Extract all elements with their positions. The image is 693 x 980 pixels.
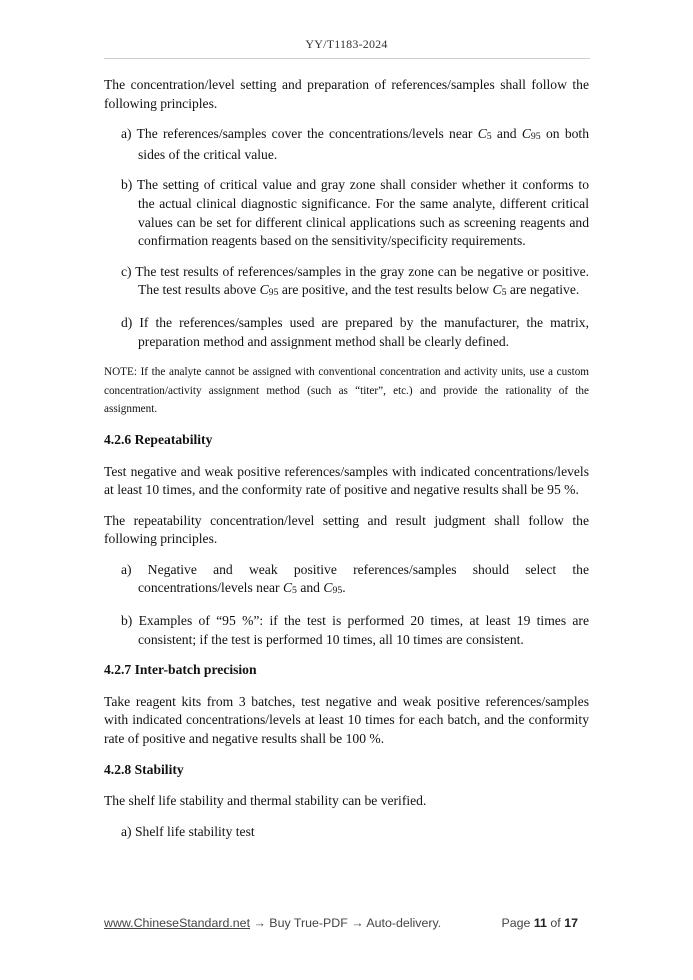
- item-text-mid: and: [491, 126, 522, 142]
- repeatability-item-b: [104, 612, 589, 649]
- document-code: YY/T1183-2024: [305, 37, 388, 51]
- item-prefix: b): [121, 177, 137, 193]
- footer-promo: [104, 916, 441, 930]
- c5-symbol: $C_5$: [477, 126, 492, 142]
- item-text-post: are negative.: [506, 282, 580, 298]
- page-number: [501, 916, 578, 930]
- repeatability-paragraph-2: The repeatability concentration/level setting and result judgment shall follow the following principles.: [104, 512, 589, 547]
- stability-item-a: a) Shelf life stability test: [121, 823, 255, 839]
- principle-item-a: [104, 125, 589, 164]
- of-label: of: [550, 916, 561, 930]
- current-page: 11: [533, 916, 547, 930]
- page-label: Page: [501, 916, 531, 930]
- item-text-pre: Negative and weak positive references/samples should select the concentrations/levels near: [138, 561, 589, 596]
- footer-tagline: → Buy True-PDF → Auto-delivery.: [250, 916, 442, 930]
- repeatability-item-a: [104, 561, 589, 600]
- inter-batch-paragraph: Take reagent kits from 3 batches, test negative and weak positive references/samples with indicated concentrations/levels at least 10 times for each batch, and the conformity rate of positive and negative results shall be 100 %.: [104, 693, 589, 747]
- total-pages: 17: [564, 916, 578, 930]
- principle-item-d: [104, 314, 589, 351]
- item-text-post: on both sides of the critical value.: [138, 126, 589, 162]
- section-heading-stability: 4.2.8 Stability: [104, 761, 184, 777]
- site-link[interactable]: www.ChineseStandard.net: [104, 916, 251, 930]
- c5-symbol: $C_5$: [282, 580, 297, 596]
- item-prefix: a): [121, 561, 148, 577]
- principle-item-c: [104, 263, 589, 302]
- section-heading-repeatability: 4.2.6 Repeatability: [104, 431, 213, 447]
- section-heading-inter-batch-precision: 4.2.7 Inter-batch precision: [104, 662, 257, 678]
- item-prefix: d): [121, 314, 140, 330]
- item-prefix: c): [121, 263, 136, 279]
- item-prefix: a): [121, 126, 137, 142]
- page-footer: [104, 916, 584, 934]
- item-text-mid: and: [296, 580, 324, 596]
- stability-paragraph: The shelf life stability and thermal stability can be verified.: [104, 793, 427, 809]
- item-text-pre: The references/samples cover the concentrations/levels near: [136, 126, 478, 142]
- note-paragraph: NOTE: If the analyte cannot be assigned with conventional concentration and activity units, use a custom concentration/activity assignment method (such as “titer”, etc.) and provide the rationality of the assignment.: [104, 366, 589, 416]
- header-divider: [104, 58, 590, 59]
- item-text: Examples of “95 %”: if the test is performed 20 times, at least 19 times are consistent; if the test is performed 10 times, all 10 times are consistent.: [138, 613, 589, 647]
- c95-symbol: $C_{95}$: [259, 282, 279, 298]
- intro-paragraph: The concentration/level setting and preparation of references/samples shall follow the following principles.: [104, 77, 589, 111]
- c95-symbol: $C_{95}$: [521, 126, 541, 142]
- item-text: If the references/samples used are prepared by the manufacturer, the matrix, preparation method and assignment method shall be clearly defined.: [138, 314, 589, 349]
- item-text: The setting of critical value and gray zone shall consider whether it conforms to the actual clinical diagnostic significance. For the same analyte, different critical values can be set for different clinical applications such as screening reagents and confirmation reagents based on the sensitivity/specificity requirements.: [136, 177, 589, 249]
- page-body: [104, 76, 589, 853]
- item-text-post: .: [342, 580, 346, 596]
- principle-item-b: [104, 176, 589, 250]
- c5-symbol: $C_5$: [492, 282, 507, 298]
- item-text-pre: The test results of references/samples in the gray zone can be negative or positive. The test results above: [135, 263, 589, 298]
- c95-symbol: $C_{95}$: [323, 580, 343, 596]
- repeatability-paragraph-1: Test negative and weak positive references/samples with indicated concentrations/levels at least 10 times, and the conformity rate of positive and negative results shall be 95 %.: [104, 463, 589, 498]
- item-text-mid: are positive, and the test results below: [278, 282, 493, 298]
- item-prefix: b): [121, 613, 139, 629]
